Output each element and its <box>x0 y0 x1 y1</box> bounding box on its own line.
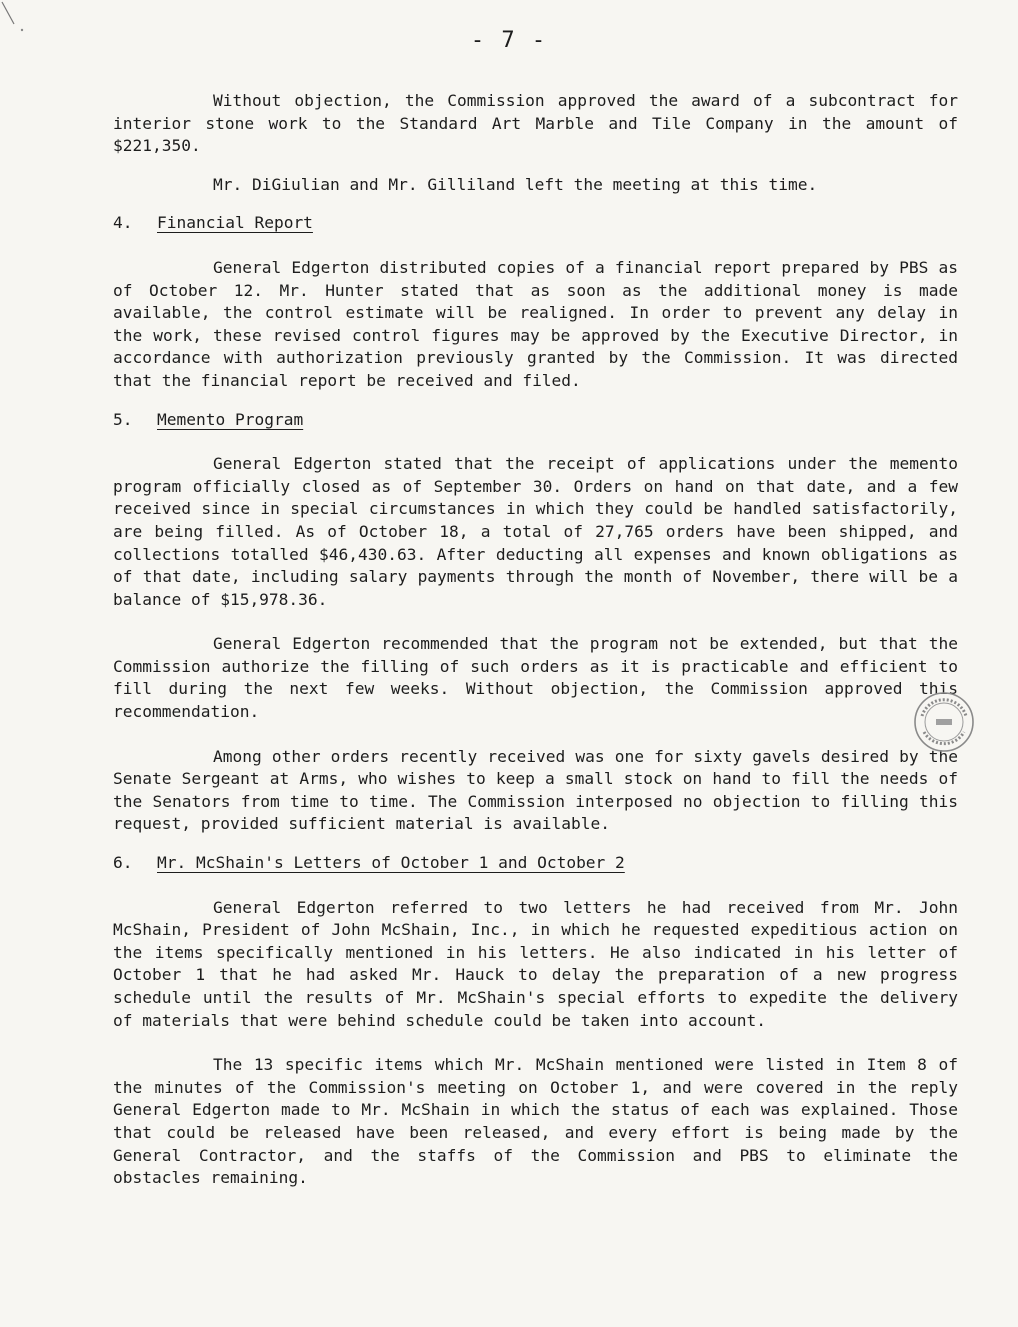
document-body <box>113 90 958 1190</box>
paragraph-specific-items: The 13 specific items which Mr. McShain mentioned were listed in Item 8 of the minutes of the Commission's meeting on October 1, and were covered in the reply General Edgerton made to Mr. McShain in which the status of each was explained. Those that could be released have been released, and every effort is being made by the General Contractor, and the staffs of the Commission and PBS to eliminate the obstacles remaining. <box>113 1055 958 1188</box>
section-heading-financial-report <box>113 212 958 235</box>
paragraph-subcontract-award: Without objection, the Commission approved the award of a subcontract for interior stone work to the Standard Art Marble and Tile Company in the amount of $221,350. <box>113 91 958 156</box>
section-title: Mr. McShain's Letters of October 1 and October 2 <box>157 853 625 873</box>
section-number: 4. <box>113 213 133 233</box>
section-title: Financial Report <box>157 213 313 233</box>
paragraph-financial-report: General Edgerton distributed copies of a financial report prepared by PBS as of October 12. Mr. Hunter stated that as soon as the additional money is made available, the control estimate will be realigned. In order to prevent any delay in the work, these revised control figures may be approved by the Executive Director, in accordance with authorization previously granted by the Commission. It was directed that the financial report be received and filed. <box>113 257 958 390</box>
paragraph-memento-recommendation: General Edgerton recommended that the program not be extended, but that the Commission authorize the filling of such orders as it is practicable and efficient to fill during the next few weeks. Without objection, the Commission approved this recommendation. <box>113 634 958 722</box>
paragraph-memento-status: General Edgerton stated that the receipt of applications under the memento program officially closed as of September 30. Orders on hand on that date, and a few received since in special circumstances in which they could be handled satisfactorily, are being filled. As of October 18, a total of 27,765 orders have been shipped, and collections totalled $46,430.63. After deducting all expenses and known obligations as of that date, including salary payments through the month of November, there will be a balance of $15,978.36. <box>113 454 958 609</box>
section-heading-memento-program <box>113 409 958 432</box>
section-title: Memento Program <box>157 409 304 429</box>
library-seal-icon <box>912 690 976 754</box>
section-number: 5. <box>113 409 133 429</box>
page-number: - 7 - <box>470 28 548 53</box>
paragraph-mcshain-letters: General Edgerton referred to two letters he had received from Mr. John McShain, President of John McShain, Inc., in which he requested expeditious action on the items specifically mentioned in his letters. He also indicated in his letter of October 1 that he had asked Mr. Hauck to delay the preparation of a new progress schedule until the results of Mr. McShain's special efforts to expedite the delivery of materials that were behind schedule could be taken into account. <box>113 897 958 1030</box>
section-heading-mcshain-letters <box>113 852 958 875</box>
paragraph-departure-note: Mr. DiGiulian and Mr. Gilliland left the meeting at this time. <box>213 174 818 194</box>
section-number: 6. <box>113 853 133 873</box>
paragraph-gavels-order: Among other orders recently received was one for sixty gavels desired by the Senate Sergeant at Arms, who wishes to keep a small stock on hand to fill the needs of the Senators from time to time. The Commission interposed no objection to filling this request, provided sufficient material is available. <box>113 746 958 834</box>
